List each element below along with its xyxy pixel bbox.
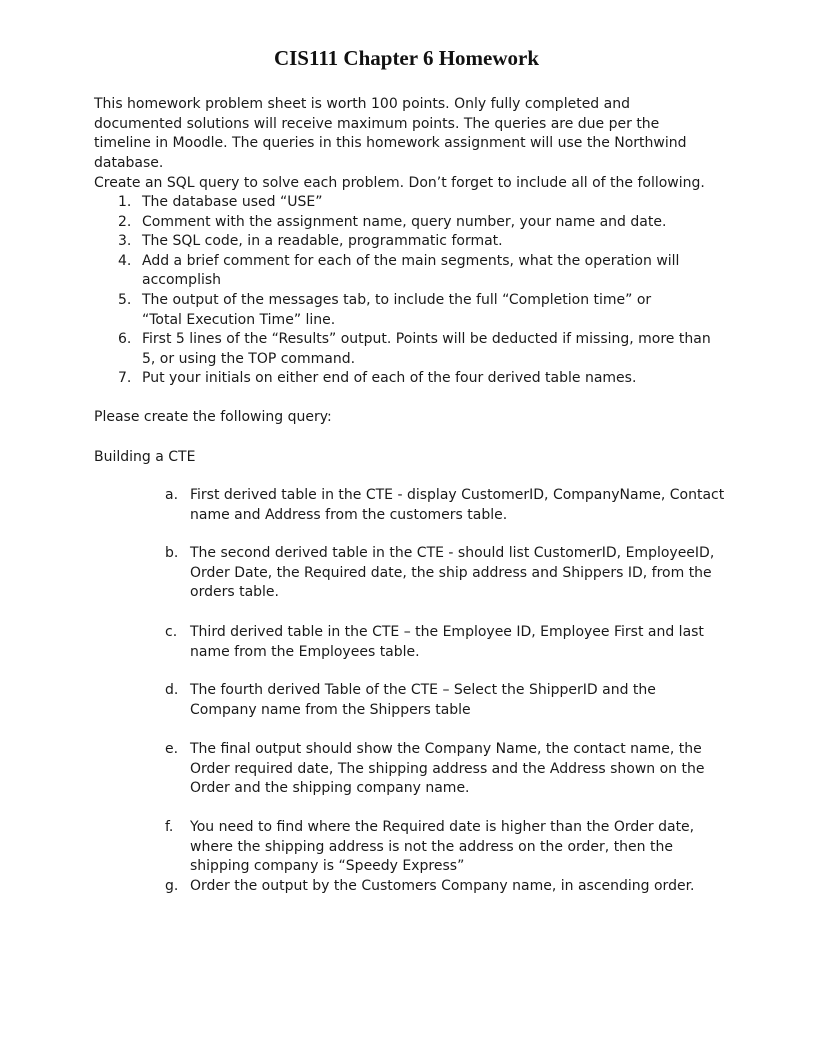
step-e: e. The final output should show the Company Name, the contact name, the Order required date, The shipping address and the Address shown on the Order and the shipping company name.: [165, 741, 705, 797]
step-a: a. First derived table in the CTE - display CustomerID, CompanyName, Contact name and Address from the customers table.: [165, 487, 725, 523]
requirement-item: 4. Add a brief comment for each of the main segments, what the operation will accomplish: [118, 252, 680, 289]
requirement-item: 6. First 5 lines of the “Results” output. Points will be deducted if missing, more than 5, or using the TOP command.: [118, 331, 711, 367]
requirement-item: 5. The output of the messages tab, to include the full “Completion time” or “Total Execution Time” line.: [118, 291, 652, 328]
document-title: CIS111 Chapter 6 Homework: [273, 46, 540, 70]
intro-paragraph: This homework problem sheet is worth 100 points. Only fully completed and documented solutions will receive maximum points. The queries are due per the timeline in Moodle. The queries in this homework assignment will use the Northwind database.: [94, 96, 687, 171]
requirement-item: 3. The SQL code, in a readable, programmatic format.: [118, 233, 503, 250]
step-g: g. Order the output by the Customers Company name, in ascending order.: [165, 878, 695, 894]
requirement-item: 7. Put your initials on either end of each of the four derived table names.: [118, 370, 637, 387]
instructions-lead: Create an SQL query to solve each problem. Don’t forget to include all of the following.: [94, 175, 705, 191]
step-b: b. The second derived table in the CTE - should list CustomerID, EmployeeID, Order Date, the Required date, the ship address and Shippers ID, from the orders table.: [165, 545, 715, 601]
step-d: d. The fourth derived Table of the CTE – Select the ShipperID and the Company name from the Shippers table: [165, 682, 656, 718]
requirement-item: 1. The database used “USE”: [118, 194, 323, 210]
step-c: c. Third derived table in the CTE – the Employee ID, Employee First and last name from the Employees table.: [165, 624, 704, 660]
section-heading: Building a CTE: [94, 449, 196, 465]
requirement-item: 2. Comment with the assignment name, query number, your name and date.: [118, 213, 667, 230]
requirements-list: [94, 193, 734, 389]
query-prompt: Please create the following query:: [94, 409, 332, 425]
step-f: f. You need to find where the Required date is higher than the Order date, where the shipping address is not the address on the order, then the shipping company is “Speedy Express”: [165, 819, 695, 875]
